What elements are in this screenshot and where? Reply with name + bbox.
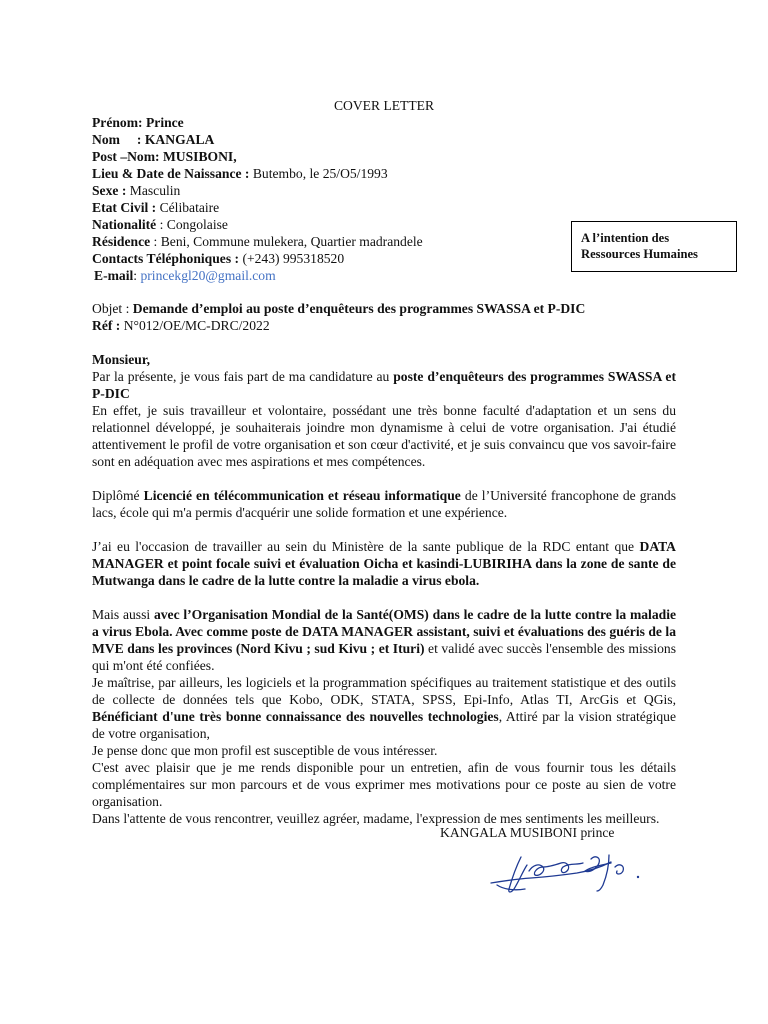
paragraph-9: Dans l'attente de vous rencontrer, veuillez agréer, madame, l'expression de mes sentiments les meilleurs. <box>92 811 660 826</box>
sexe-line: Sexe : Masculin <box>92 183 181 198</box>
paragraph-7: Je pense donc que mon profil est susceptible de vous intéresser. <box>92 743 438 758</box>
email-link[interactable]: princekgl20@gmail.com <box>140 268 276 283</box>
subject-block <box>92 300 585 334</box>
residence-line: Résidence : Beni, Commune mulekera, Quartier madrandele <box>92 234 423 249</box>
paragraph-2: En effet, je suis travailleur et volontaire, possédant une très bonne faculté d'adaptation et un sens du relationnel développé, je souhaiterais joindre mon dynamisme à celui de votre organisation. J'ai étudié attentivement le profil de votre organisation et son cœur d'activité, et je suis convaincu que vos savoir-faire sont en adéquation avec mes aspirations et mes compétences. <box>92 403 676 469</box>
handwritten-signature <box>473 845 673 897</box>
paragraph-1: Par la présente, je vous fais part de ma candidature au poste d’enquêteurs des programmes SWASSA et P-DIC <box>92 369 676 401</box>
recipient-box <box>571 221 737 272</box>
paragraph-3: Diplômé Licencié en télécommunication et réseau informatique de l’Université francophone de grands lacs, école qui m'a permis d'acquérir une solide formation et une expérience. <box>92 488 676 520</box>
nom-line: Nom : KANGALA <box>92 132 215 147</box>
recipient-line-2: Ressources Humaines <box>581 247 698 261</box>
paragraph-8: C'est avec plaisir que je me rends disponible pour un entretien, afin de vous fournir tous les détails complémentaires sur mon parcours et de vous exprimer mes motivations pour ce poste au sien de votre organisation. <box>92 760 676 809</box>
paragraph-6: Je maîtrise, par ailleurs, les logiciels et la programmation spécifiques au traitement statistique et des outils de collecte de données tels que Kobo, ODK, STATA, SPSS, Epi-Info, Atlas TI, ArcGis et QGis, Bénéficiant d'une très bonne connaissance des nouvelles technologies, Attiré par la vision stratégique de votre organisation, <box>92 675 677 741</box>
spacer <box>92 589 676 606</box>
email-line: E-mail: princekgl20@gmail.com <box>94 268 276 283</box>
ref-line: Réf : N°012/OE/MC-DRC/2022 <box>92 318 270 333</box>
salutation: Monsieur, <box>92 352 151 367</box>
paragraph-4: J’ai eu l'occasion de travailler au sein du Ministère de la sante publique de la RDC entant que DATA MANAGER et point focale suivi et évaluation Oicha et kasindi-LUBIRIHA dans la zone de sante de Mutwanga dans le cadre de la lutte contre la maladie a virus ebola. <box>92 539 676 588</box>
document-title: COVER LETTER <box>333 98 435 113</box>
letter-body <box>92 351 676 827</box>
spacer <box>92 470 676 487</box>
applicant-details <box>92 114 423 284</box>
recipient-line-1: A l’intention des <box>581 231 670 245</box>
contacts-line: Contacts Téléphoniques : (+243) 995318520 <box>92 251 345 266</box>
spacer <box>92 521 676 538</box>
etat-civil-line: Etat Civil : Célibataire <box>92 200 220 215</box>
naissance-line: Lieu & Date de Naissance : Butembo, le 25/O5/1993 <box>92 166 388 181</box>
nationalite-line: Nationalité : Congolaise <box>92 217 228 232</box>
paragraph-5: Mais aussi avec l’Organisation Mondial de la Santé(OMS) dans le cadre de la lutte contre la maladie a virus Ebola. Avec comme poste de DATA MANAGER assistant, suivi et évaluations des guéris de la MVE dans les provinces (Nord Kivu ; sud Kivu ; et Ituri) et validé avec succès l'ensemble des missions qui m'ont été confiées. <box>92 607 677 673</box>
signer-name: KANGALA MUSIBONI prince <box>440 825 615 840</box>
objet-line: Objet : Demande d’emploi au poste d’enquêteurs des programmes SWASSA et P-DIC <box>92 301 586 316</box>
postnom-line: Post –Nom: MUSIBONI, <box>92 149 237 164</box>
prenom-line: Prénom: Prince <box>92 115 184 130</box>
